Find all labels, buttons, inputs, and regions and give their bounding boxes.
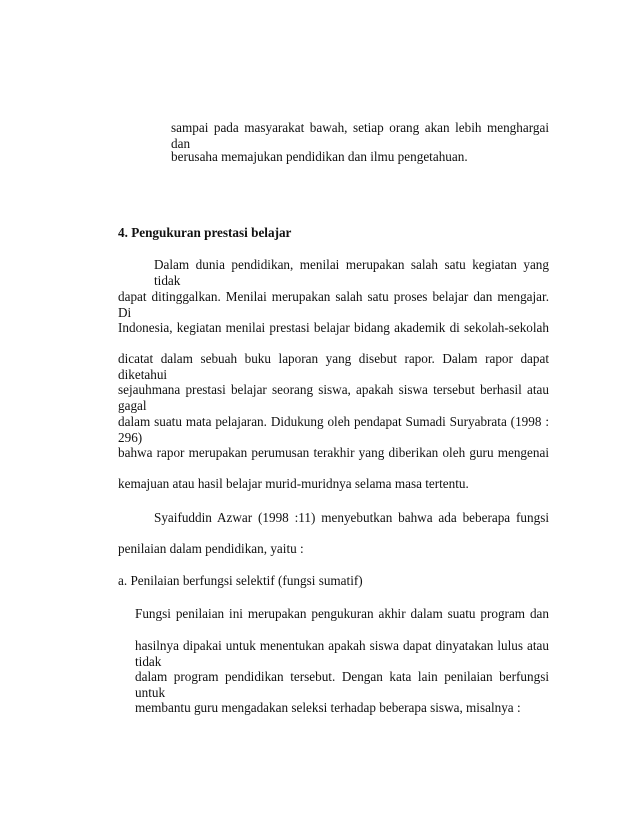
paragraph-line: dicatat dalam sebuah buku laporan yang disebut rapor. Dalam rapor dapat diketahui [118, 351, 549, 382]
paragraph-line: Dalam dunia pendidikan, menilai merupakan salah satu kegiatan yang tidak [154, 257, 549, 288]
paragraph-line: sejauhmana prestasi belajar seorang siswa, apakah siswa tersebut berhasil atau gagal [118, 382, 549, 413]
paragraph-line: dalam suatu mata pelajaran. Didukung oleh pendapat Sumadi Suryabrata (1998 : 296) [118, 414, 549, 445]
continuation-line: berusaha memajukan pendidikan dan ilmu pengetahuan. [171, 149, 468, 164]
paragraph-line: Indonesia, kegiatan menilai prestasi belajar bidang akademik di sekolah-sekolah [118, 320, 549, 335]
paragraph-line: kemajuan atau hasil belajar murid-muridnya selama masa tertentu. [118, 476, 469, 491]
paragraph-line: penilaian dalam pendidikan, yaitu : [118, 541, 304, 556]
list-item-body-line: dalam program pendidikan tersebut. Dengan kata lain penilaian berfungsi untuk [135, 669, 549, 700]
list-item-body-line: membantu guru mengadakan seleksi terhadap beberapa siswa, misalnya : [135, 700, 521, 715]
paragraph-line: Syaifuddin Azwar (1998 :11) menyebutkan bahwa ada beberapa fungsi [154, 510, 549, 525]
list-item-body-line: hasilnya dipakai untuk menentukan apakah siswa dapat dinyatakan lulus atau tidak [135, 638, 549, 669]
paragraph-line: dapat ditinggalkan. Menilai merupakan salah satu proses belajar dan mengajar. Di [118, 289, 549, 320]
continuation-line: sampai pada masyarakat bawah, setiap orang akan lebih menghargai dan [171, 120, 549, 151]
list-item-body-line: Fungsi penilaian ini merupakan pengukuran akhir dalam suatu program dan [135, 606, 549, 621]
paragraph-line: bahwa rapor merupakan perumusan terakhir yang diberikan oleh guru mengenai [118, 445, 549, 460]
section-heading: 4. Pengukuran prestasi belajar [118, 225, 292, 240]
list-item-label: a. Penilaian berfungsi selektif (fungsi sumatif) [118, 573, 363, 588]
